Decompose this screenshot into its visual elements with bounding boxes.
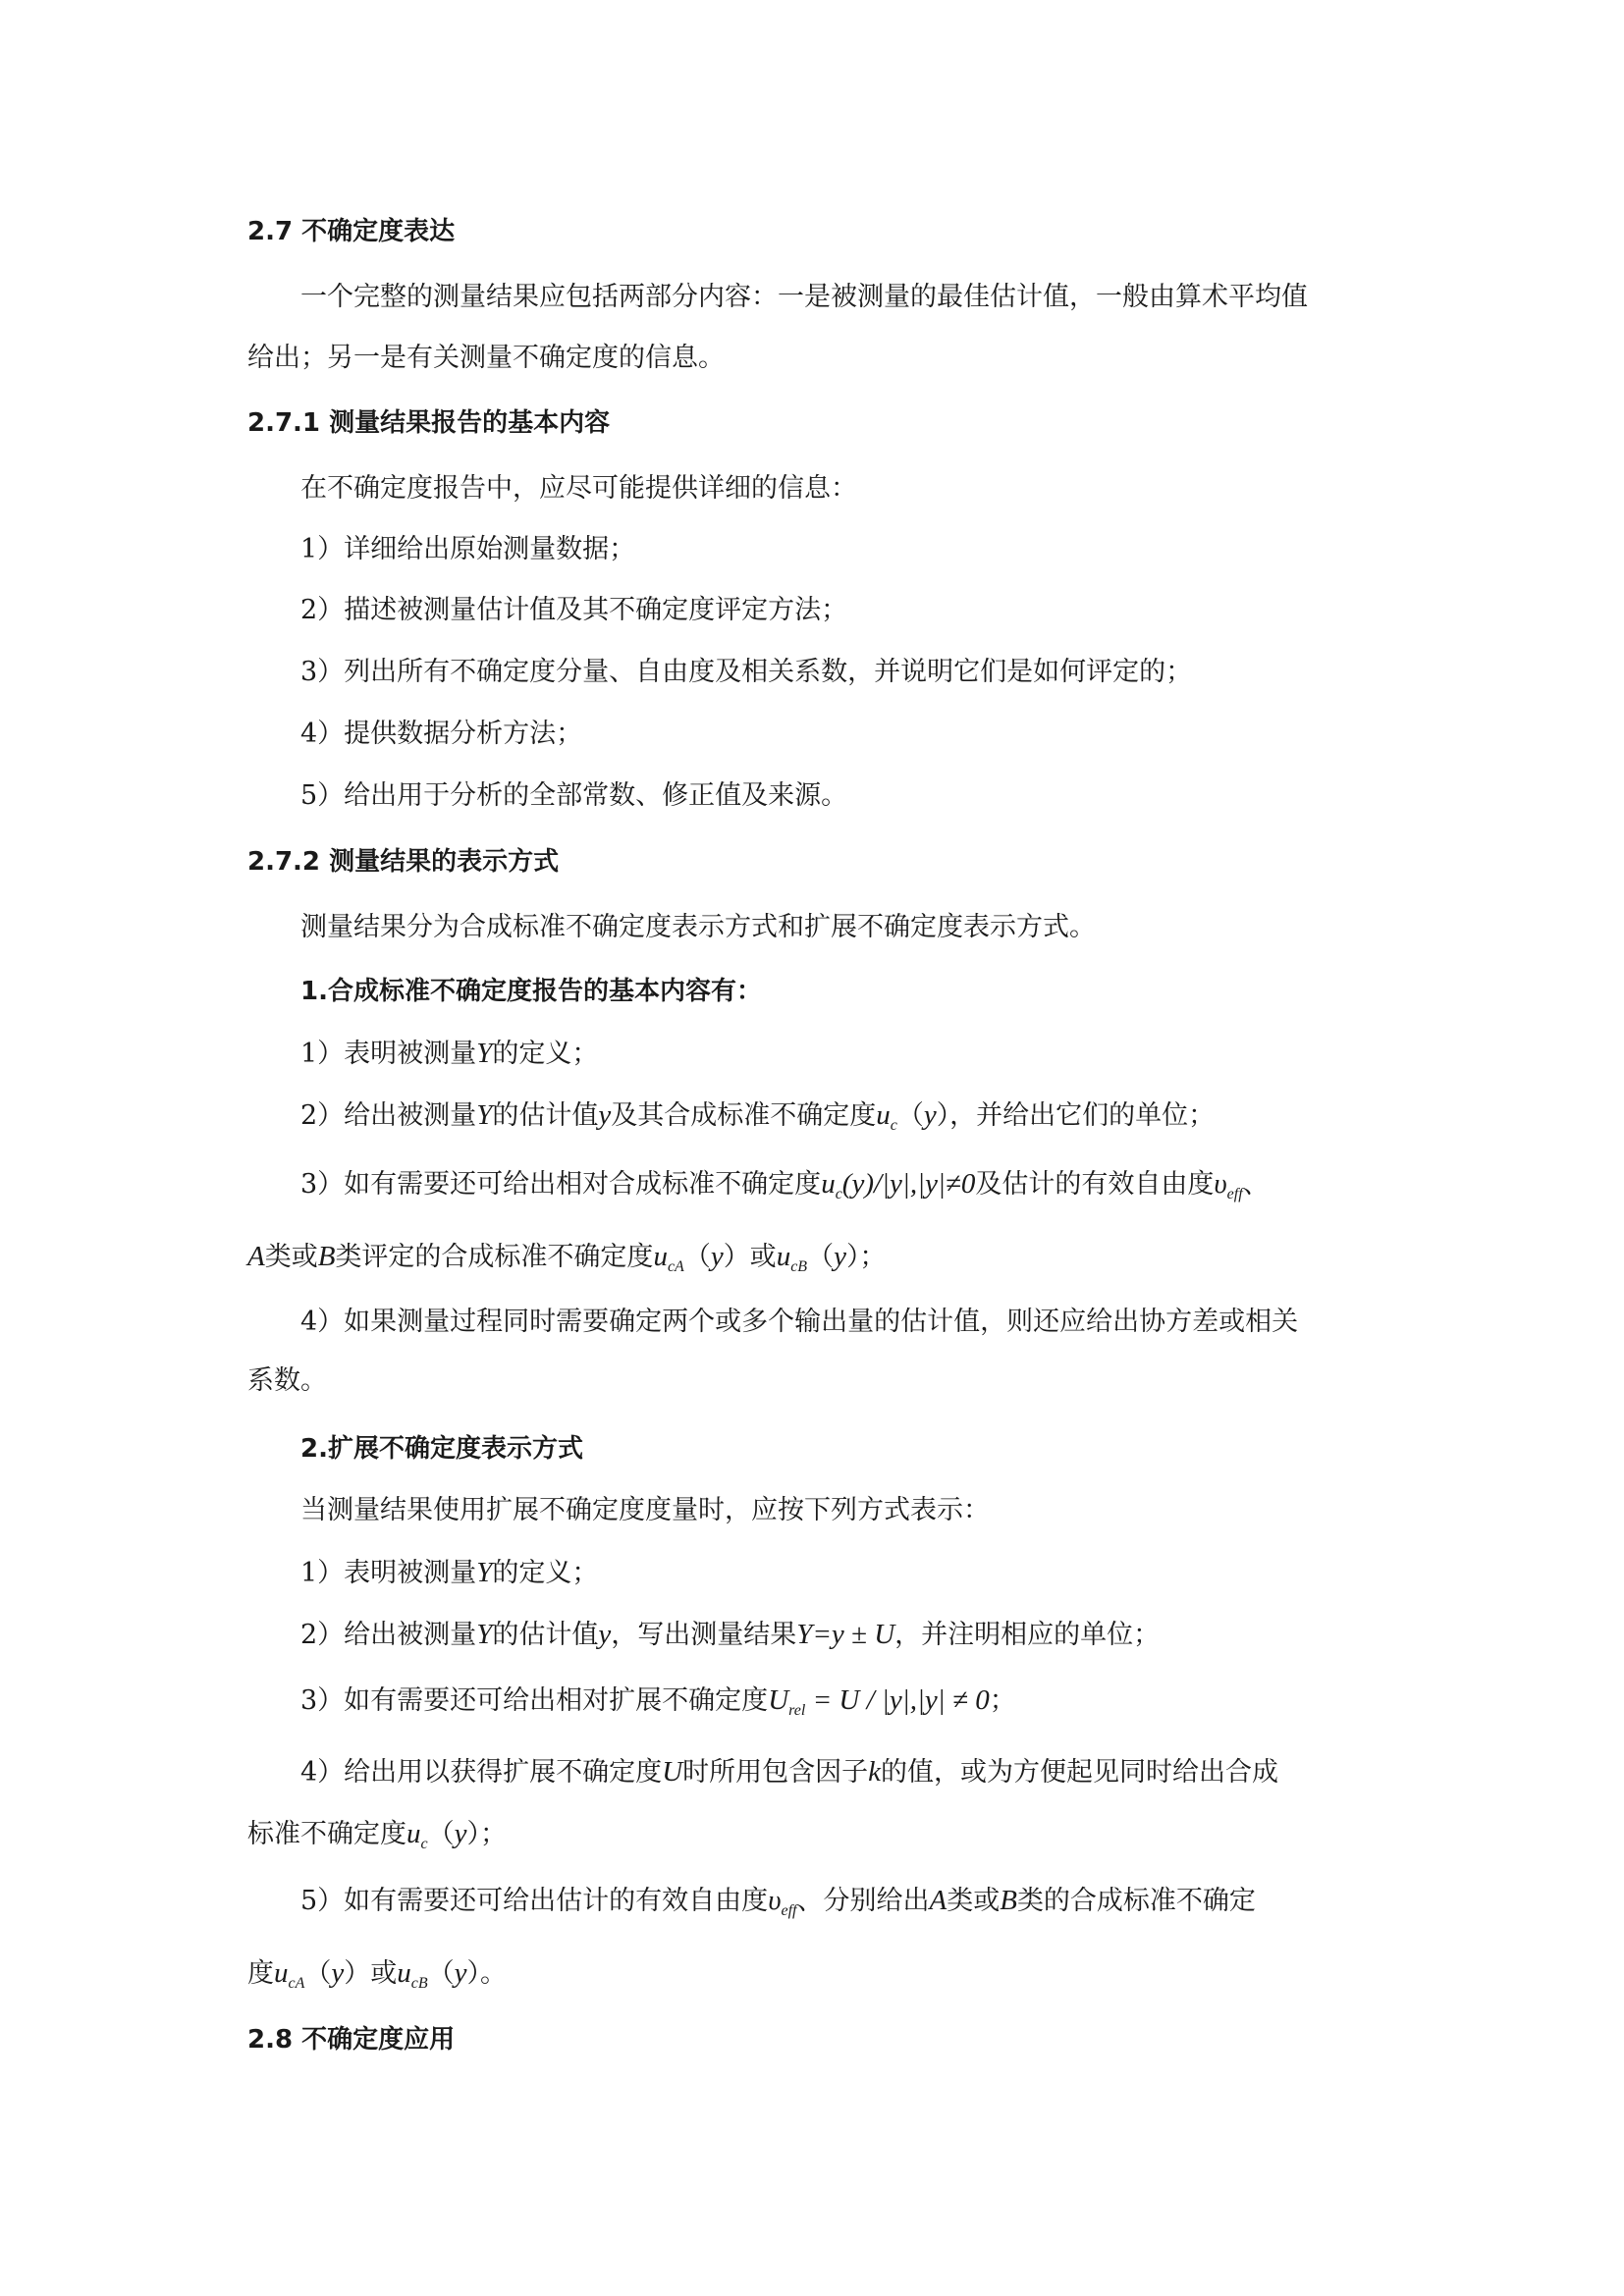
paragraph-intro-line2: 给出；另一是有关测量不确定度的信息。 <box>247 343 725 373</box>
section-number: 2.8 <box>247 2025 294 2055</box>
section-number: 2.7 <box>247 217 294 246</box>
list-item-continuation: 系数。 <box>247 1365 327 1396</box>
list-item-continuation: A类或B类评定的合成标准不确定度$u_{cA}(y)$或$u_{cB}(y)$； <box>247 1241 887 1275</box>
list-item: 3）如有需要还可给出相对合成标准不确定度$u_c(y)/|y|,|y|\ne 0$及估计的有效自由度$\upsilon_{eff}$、 <box>300 1168 1270 1202</box>
paragraph-expanded-lead: 当测量结果使用扩展不确定度度量时，应按下列方式表示： <box>300 1495 990 1525</box>
list-item: 1）表明被测量Y的定义； <box>300 1557 599 1588</box>
list-item: 2）给出被测量Y的估计值y及其合成标准不确定度$u_c(y)$，并给出它们的单位； <box>300 1099 1216 1134</box>
list-item: 5）给出用于分析的全部常数、修正值及来源。 <box>300 780 848 811</box>
section-title: 测量结果报告的基本内容 <box>329 408 611 438</box>
list-item: 3）如有需要还可给出相对扩展不确定度$U_{rel} = U / |y|,|y| \ne 0$； <box>300 1684 1016 1719</box>
list-item: 5）如有需要还可给出估计的有效自由度$\upsilon_{eff}$、分别给出A类或B类的合成标准不确定 <box>300 1885 1256 1919</box>
list-item: 4）提供数据分析方法； <box>300 719 583 749</box>
list-item: 1）详细给出原始测量数据； <box>300 534 636 564</box>
list-item: 4）如果测量过程同时需要确定两个或多个输出量的估计值，则还应给出协方差或相关 <box>300 1307 1299 1337</box>
section-number: 2.7.2 <box>247 847 321 877</box>
section-heading-2-7-1 <box>247 403 610 443</box>
section-heading-2-7 <box>247 212 455 251</box>
section-title: 不确定度表达 <box>301 217 456 246</box>
list-item: 1）表明被测量Y的定义； <box>300 1038 599 1069</box>
list-item: 3）列出所有不确定度分量、自由度及相关系数，并说明它们是如何评定的； <box>300 657 1193 687</box>
subheading-expanded: 2.扩展不确定度表示方式 <box>300 1434 583 1464</box>
list-item-continuation: 标准不确定度$u_c(y)$； <box>247 1818 507 1852</box>
uncertainty-symbol: u <box>876 1099 891 1131</box>
section-title: 不确定度应用 <box>301 2025 456 2055</box>
formula-relative-uncertainty: u <box>821 1168 836 1200</box>
list-item: 4）给出用以获得扩展不确定度U时所用包含因子k的值，或为方便起见同时给出合成 <box>300 1756 1279 1788</box>
formula-relative-expanded: U <box>768 1684 789 1716</box>
section-heading-2-8 <box>247 2020 455 2059</box>
subheading-combined-standard: 1.合成标准不确定度报告的基本内容有： <box>300 977 762 1006</box>
list-item: 2）描述被测量估计值及其不确定度评定方法； <box>300 595 848 625</box>
list-item-continuation: 度$u_{cA}(y)$或$u_{cB}(y)$。 <box>247 1957 507 1992</box>
paragraph-representation-lead: 测量结果分为合成标准不确定度表示方式和扩展不确定度表示方式。 <box>300 912 1096 942</box>
paragraph-intro-line1: 一个完整的测量结果应包括两部分内容：一是被测量的最佳估计值，一般由算术平均值 <box>300 282 1308 312</box>
section-heading-2-7-2 <box>247 842 559 881</box>
formula-result: Y=y ± U <box>796 1619 895 1650</box>
list-item: 2）给出被测量Y的估计值y，写出测量结果Y=y ± U，并注明相应的单位； <box>300 1619 1161 1650</box>
section-number: 2.7.1 <box>247 408 321 438</box>
section-title: 测量结果的表示方式 <box>329 847 560 877</box>
effective-dof-symbol: υ <box>1214 1168 1227 1200</box>
paragraph-report-lead: 在不确定度报告中，应尽可能提供详细的信息： <box>300 473 857 504</box>
